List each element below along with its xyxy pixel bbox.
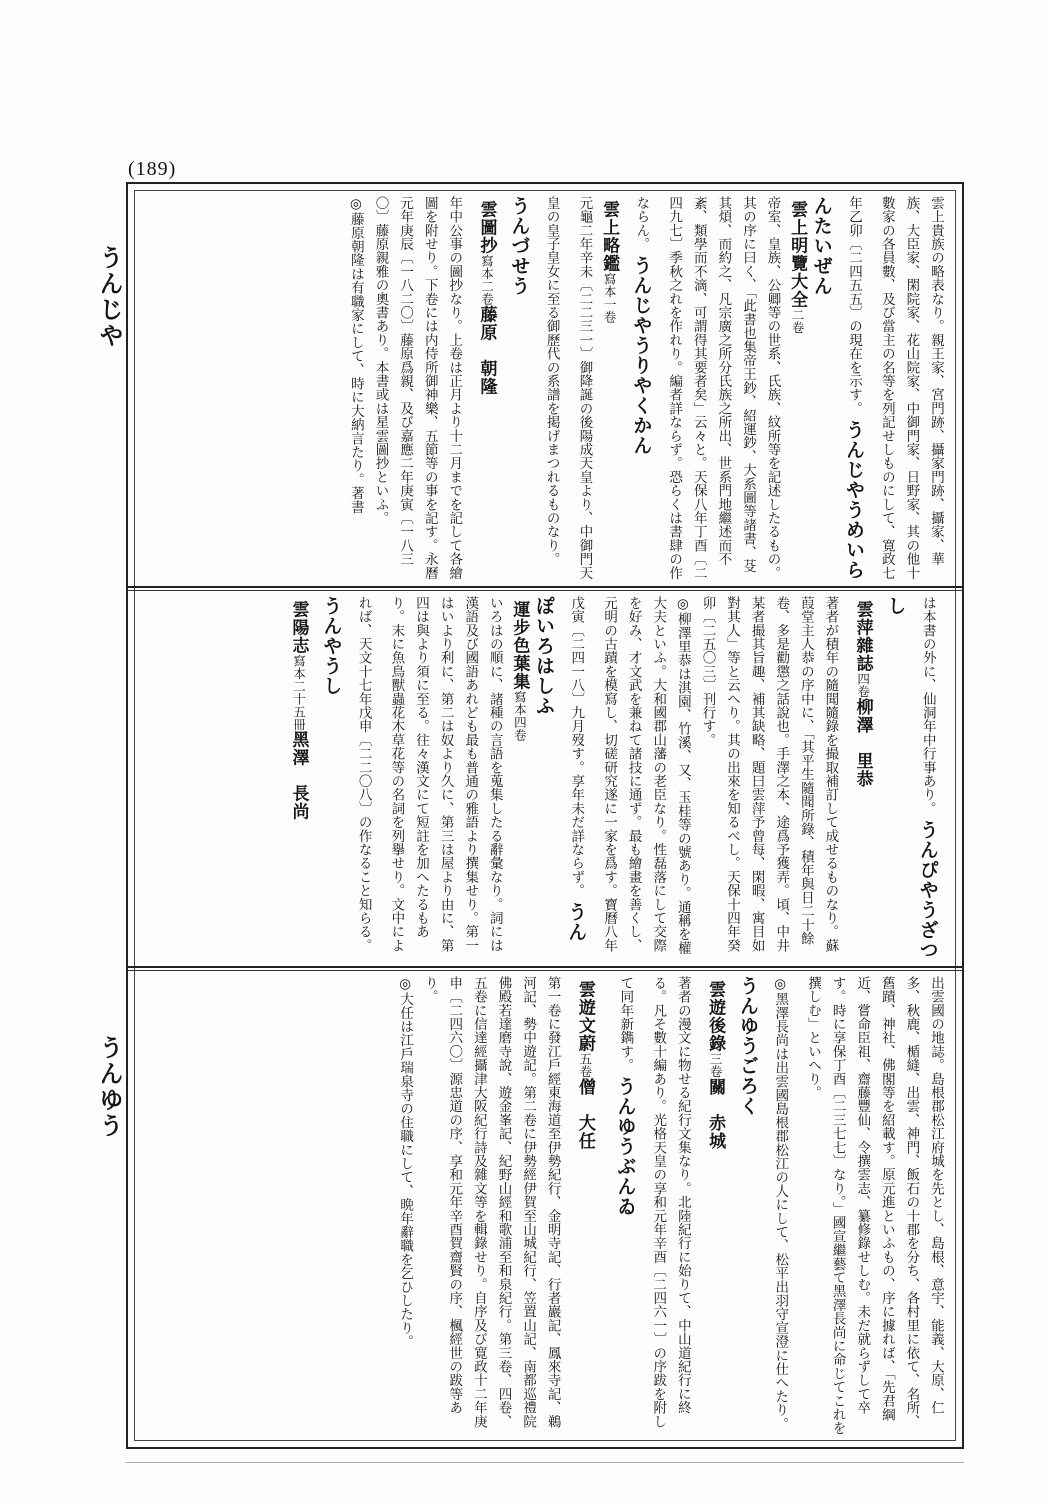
- bottom-rule: [126, 1462, 964, 1463]
- entry-body: 帝室、皇族、公卿等の世系、氏族、紋所等を記述したるもの。其の序に曰く、「此書也集帝王鈔、紹運鈔、大系圖等諸書、芟其煩、而約之、凡宗廣之所分氏族之所出、世系門地繼述而不紊、類學而不滴、可謂得其要者矣」云々と。天保八年丁酉〔二四九七〕季秋之れを作れり。編者詳ならず。恐らくは書肆の作ならん。: [633, 196, 781, 580]
- entry-title: 雲上明覽大全: [787, 200, 808, 309]
- entry-author: 僧 大任: [574, 1077, 595, 1150]
- entry-volumes: 寫本二十五冊: [291, 654, 307, 731]
- entry-body: いろはの順に、諸種の言語を蒐集したる辭彙なり。詞には漢語及び國語あれども最も普通の雅語より撰集せり。第一はいより利に、第二は奴より久に、第三は屋より由に、第四は與より須に至る。往々漢文にて短註を加へたるもあり。末に魚鳥獸蟲花木草花等の名詞を列擧せり。文中によれば、天文十七年戊申〔二二〇八〕の作なること知らる。: [355, 596, 503, 953]
- entry-note: ◎藤原朝隆は有職家にして、時に大納言たり。著書: [347, 196, 364, 514]
- entry-title: 運步色葉集: [509, 600, 530, 691]
- entry-title: 雲遊文蔚: [574, 980, 595, 1053]
- entry-body: 著者が積年の隨聞隨錄を撮取補訂して成せるものなり。蘇葭堂主人恭の序中に、「其平生隨聞所錄、積年與日二十餘卷、多是勸懲之話說也。手澤之本、途爲予獲弄。頃、中井某者撮其旨趣、補其缺略、題曰雲萍予曾每、閑暇、寓目如對其人」等と云へり。其の出來を知るべし。天保十四年癸卯〔二五〇三〕刊行す。: [699, 596, 839, 953]
- row-divider-upper: [126, 586, 964, 588]
- panel-top: [140, 196, 948, 580]
- entry-body: 著者の漫文に物せる紀行文集なり。北陸紀行に始りて、中山道紀行に終る。凡そ數十編あり。光格天皇の享和元年辛酉〔二四六一〕の序跋を附して同年新鐫す。: [617, 976, 691, 1429]
- entry-heading: うんやうし: [320, 596, 343, 696]
- panel-bottom: [140, 976, 948, 1438]
- entry-heading: うんゆうごろく: [736, 976, 759, 1116]
- entry-volumes: 寫本二卷: [479, 254, 495, 306]
- entry-author: 柳澤 里恭: [852, 697, 873, 788]
- entry-title: 雲陽志: [288, 600, 309, 655]
- entry-title: 雲圖抄: [476, 200, 497, 255]
- entry-author: 藤原 朝隆: [476, 305, 497, 396]
- entry-heading: うんづせう: [508, 196, 531, 296]
- entry-volumes: 五卷: [577, 1052, 593, 1078]
- row-divider-lower: [126, 966, 964, 968]
- entry-body: 第一卷に發江戶經東海道至伊勢紀行、金明寺記、行者巖記、鳳來寺記、鵜河記、勢中遊記。第二卷に伊勢經伊賀至山城紀行、笠置山記、南都巡禮院佛殿若達磨寺說、遊金峯記、紀野山經和歌浦至和泉紀行。第三卷、四卷、五卷に信達經攝津大阪紀行詩及雜文等を輯錄せり。自序及び寛政十二年庚申〔二四六〇〕源忠道の序、享和元年辛酉賀齋賢の序、楓經世の跋等あり。: [421, 976, 561, 1429]
- entry-volumes: 二卷: [790, 308, 806, 334]
- entry-body: ◎黑澤長尚は出雲國島根郡松江の人にして、松平出羽守宣澄に仕へたり。: [772, 976, 789, 1431]
- entry-body: 年中公事の圖抄なり。上卷は正月より十二月までを記して各繪圖を附せり。下卷には内侍所御神樂、五節等の事を記す。永曆元年庚辰〔一八二〇〕藤原爲親、及び嘉應二年庚寅〔一八三〇〕藤原親雅の奧書あり。本書或は星雲圖抄といふ。: [372, 196, 463, 580]
- entry-volumes: 寫本四卷: [512, 690, 528, 742]
- entry-volumes: 四卷: [855, 672, 871, 698]
- page-number: (189): [128, 158, 177, 180]
- entry-body: 元龜二年辛未〔二二三一〕御降誕の後陽成天皇より、中御門天皇の皇子皇女に至る御歷代の系譜を掲げまつれるものなり。: [543, 196, 593, 580]
- entry-heading: うんぽいろはしふ: [532, 596, 588, 942]
- entry-heading: うんゆうぶんゐ: [614, 1076, 637, 1217]
- entry-volumes: 三卷: [708, 1052, 724, 1078]
- continuation-text: は本書の外に、仙洞年中行事あり。: [919, 596, 936, 816]
- continuation-text: 雲上貴族の略表なり。親王家、宮門跡、攝家門跡、攝家、華族、大臣家、閑院家、花山院家、中御門家、日野家、其の他十數家の各員數、及び當主の名等を列記せしものにして、寛政七年乙卯〔二四五五〕の現在を示す。: [845, 196, 944, 580]
- continuation-text: 出雲國の地誌。島根郡松江府城を先とし、島根、意宇、能義、大原、仁多、秋鹿、楯縫、出雲、神門、飯石の十郡を分ち、各村里に依て、名所、舊蹟、神社、佛閣等を紹載す。原元進といふもの、序に據れば、「先君綱近、嘗命臣祖、齋藤豐仙、令撰雲志、纂修錄せしむ。未だ就らずして卒す。時に享保丁酉〔二三七七〕なり。」國宣繼藝て黑澤長尚に命じてこれを撰しむ」といへり。: [805, 976, 944, 1436]
- entry-volumes: 寫本一卷: [602, 272, 618, 324]
- margin-header-top: うんじや: [95, 245, 124, 349]
- entry-heading: うんぴやうざつし: [884, 596, 939, 960]
- entry-title: 雲遊後錄: [705, 980, 726, 1053]
- entry-author: 關 赤城: [705, 1077, 726, 1150]
- entry-heading: うんじやうりやくかん: [630, 255, 653, 456]
- panel-middle: [140, 596, 948, 960]
- entry-note: ◎柳澤里恭は淇園、竹溪、又、玉桂等の號あり。通稱を權大夫といふ。大和國郡山藩の老臣なり。性磊落にして交際を好み、才文武を兼ねて諸技に通ず。最も繪畫を善くし、元明の古蹟を模寫し、切磋研究遂に一家を爲す。寶曆八年戊寅〔二四一八〕九月歿す。享年未だ詳ならず。: [568, 596, 691, 955]
- entry-title: 雲萍雜誌: [852, 600, 873, 673]
- entry-title: 雲上略鑑: [599, 200, 620, 273]
- entry-author: 黑澤 長尚: [288, 730, 309, 821]
- entry-note: ◎大任は江戶瑞泉寺の住職にして、晩年辭職を乞ひしたり。: [397, 976, 414, 1349]
- margin-header-bottom: うんゆう: [95, 1035, 124, 1139]
- entry-heading: うんじやうめいらんたいぜん: [810, 196, 865, 580]
